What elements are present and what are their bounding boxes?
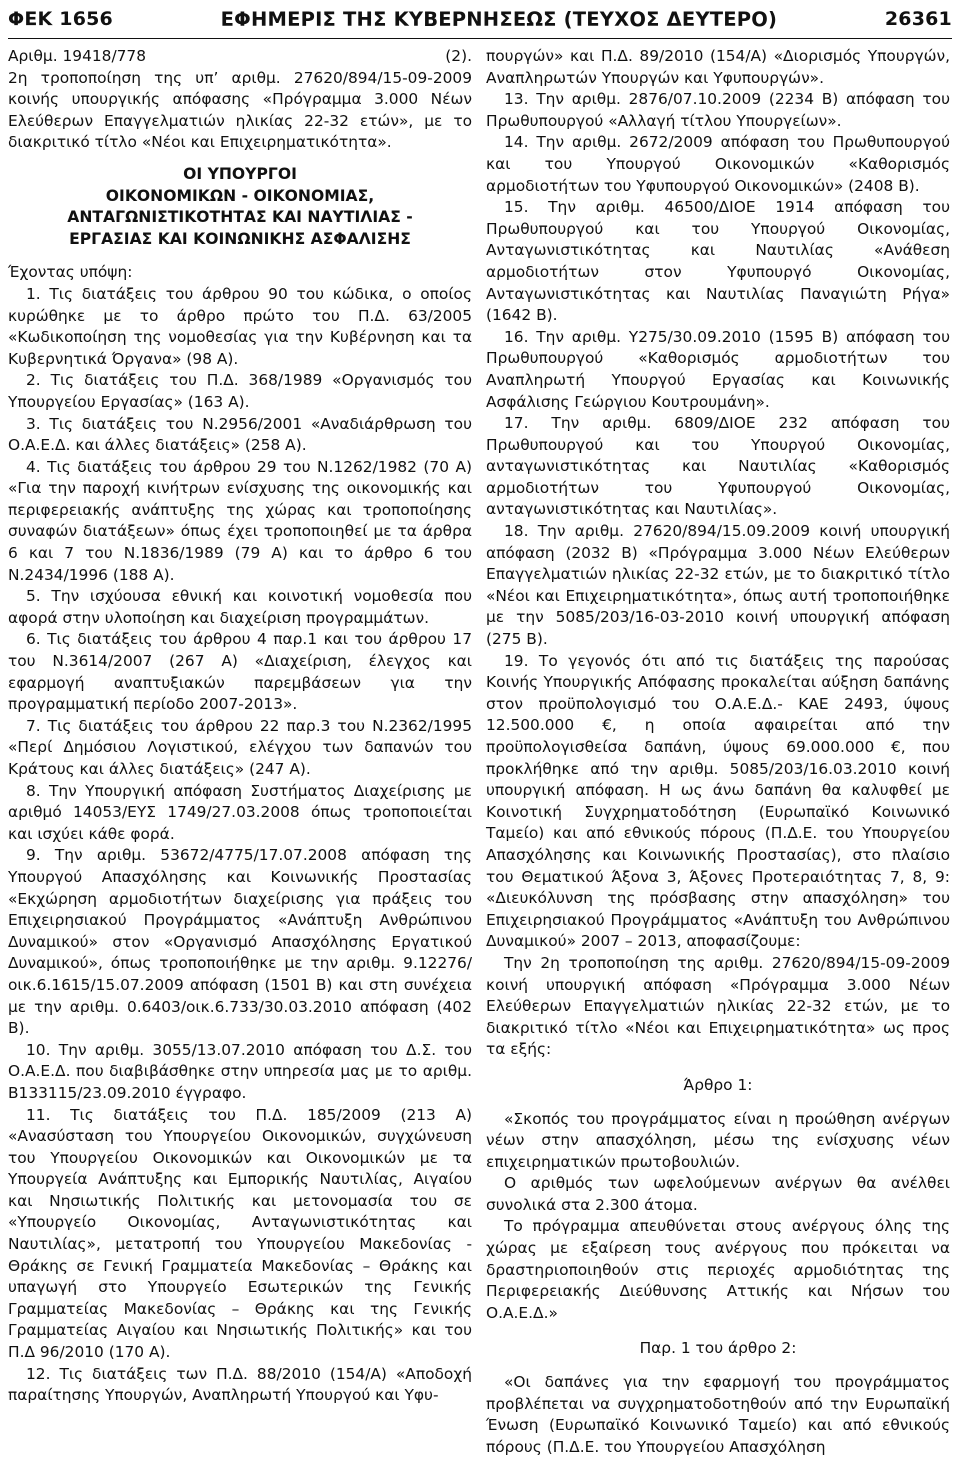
article-paragraph: Το πρόγραμμα απευθύνεται στους ανέργους όλης της χώρας με εξαίρεση τους ανέργους που πρόκειται να δραστηριοποιηθούν στις περιοχές αρμοδιότητας της Περιφερειακής Διεύθυνσης Αττικής και Νήσων του Ο.Α.Ε.Δ.» bbox=[486, 1217, 950, 1322]
considering-item: 4. Τις διατάξεις του άρθρου 29 του Ν.1262/1982 (70 Α) «Για την παροχή κινήτρων ενίσχυσης της οικονομικής και περιφερειακής ανάπτυξης της χώρας και τροποποίησης συναφών διατάξεων» όπως έχει τροποποιηθεί με τα άρθρα 6 και 7 του Ν.1836/1989 (79 Α) και το άρθρο 6 του Ν.2434/1996 (188 Α). bbox=[8, 457, 472, 584]
article-title: Άρθρο 1: bbox=[683, 1075, 753, 1094]
ministers-line: ΟΙ ΥΠΟΥΡΓΟΙ bbox=[183, 164, 297, 183]
considering-item: 10. Την αριθμ. 3055/13.07.2010 απόφαση του Δ.Σ. του Ο.Α.Ε.Δ. που διαβιβάσθηκε στην υπηρεσία μας με το αριθμ. Β133115/23.09.2010 έγγραφο. bbox=[8, 1040, 472, 1102]
considering-item: 3. Τις διατάξεις του Ν.2956/2001 «Αναδιάρθρωση του Ο.Α.Ε.Δ. και άλλες διατάξεις» (258 Α). bbox=[8, 414, 472, 455]
gazette-title: ΕΦΗΜΕΡΙΣ ΤΗΣ ΚΥΒΕΡΝΗΣΕΩΣ (ΤΕΥΧΟΣ ΔΕΥΤΕΡΟ) bbox=[220, 7, 778, 31]
considering-item: 19. Το γεγονός ότι από τις διατάξεις της παρούσας Κοινής Υπουργικής Απόφασης προκαλείται αύξηση δαπάνης στον προϋπολογισμό του Ο.Α.Ε.Δ.- ΚΑΕ 2493, ύψους 12.500.000 €, η οποία αφαιρείται από την προϋπολογισθείσα δαπάνη, ύψους 69.000.000 €, που προκλήθηκε από την αριθμ. 5085/203/16.03.2010 κοινή υπουργική απόφαση. Η ως άνω δαπάνη θα καλυφθεί με Κοινοτική Συγχρηματοδότηση (Ευρωπαϊκό Κοινωνικό Ταμείο) και από εθνικούς πόρους (Π.Δ.Ε. του Υπουργείου Απασχόλησης και Κοινωνικής Προστασίας), στο πλαίσιο του Θεματικού Άξονα 3, Άξονες Προτεραιότητας 7, 8, 9: «Διευκόλυνση της πρόσβασης στην απασχόληση» του Επιχειρησιακού Προγράμματος «Ανάπτυξη του Ανθρώπινου Δυναμικού» 2007 – 2013, αποφασίζουμε: bbox=[486, 651, 950, 951]
considering-item: 5. Την ισχύουσα εθνική και κοινοτική νομοθεσία που αφορά στην υλοποίηση και διαχείριση προγραμμάτων. bbox=[8, 587, 472, 627]
issue-number: ΦΕΚ 1656 bbox=[8, 8, 113, 30]
considering-item: πουργών» και Π.Δ. 89/2010 (154/Α) «Διορισμός Υπουργών, Αναπληρωτών Υπουργών και Υφυπουργών». bbox=[486, 47, 950, 87]
page-header bbox=[8, 0, 952, 39]
subsection-paragraph: «Οι δαπάνες για την εφαρμογή του προγράμματος προβλέπεται να συγχρηματοδοτηθούν από την Ευρωπαϊκή Ένωση (Ευρωπαϊκό Κοινωνικό Ταμείο) και από εθνικούς πόρους (Π.Δ.Ε. του Υπουργείου Απασχόληση bbox=[486, 1373, 950, 1456]
subsection-title: Παρ. 1 του άρθρο 2: bbox=[639, 1339, 797, 1358]
considering-item: 2. Τις διατάξεις του Π.Δ. 368/1989 «Οργανισμός του Υπουργείου Εργασίας» (163 Α). bbox=[8, 371, 472, 411]
considering-item: 8. Την Υπουργική απόφαση Συστήματος Διαχείρισης με αριθμό 14053/ΕΥΣ 1749/27.03.2008 όπως τροποποιείται και ισχύει κάθε φορά. bbox=[8, 781, 472, 843]
considering-item: 7. Τις διατάξεις του άρθρου 22 παρ.3 του Ν.2362/1995 «Περί Δημόσιου Λογιστικού, ελέγχου των δαπανών του Κράτους και άλλες διατάξεις» (247 Α). bbox=[8, 716, 472, 778]
considering-item: 18. Την αριθμ. 27620/894/15.09.2009 κοινή υπουργική απόφαση (2032 Β) «Πρόγραμμα 3.000 Νέων Ελεύθερων Επαγγελματιών ηλικίας 22-32 ετών, με το διακριτικό τίτλο «Νέοι και Επιχειρηματικότητα», όπως αυτή τροποποιήθηκε με την 5085/203/16-03-2010 κοινή υπουργική απόφαση (275 Β). bbox=[486, 522, 950, 649]
article-paragraph: «Σκοπός του προγράμματος είναι η προώθηση ανέργων νέων στην απασχόληση, μέσω της ενίσχυσης νέων επιχειρηματικών πρωτοβουλιών. bbox=[486, 1109, 950, 1171]
right-column bbox=[486, 46, 950, 1458]
decision-statement: Την 2η τροποποίηση της αριθμ. 27620/894/15-09-2009 κοινή υπουργική απόφαση «Πρόγραμμα 3.000 Νέων Ελεύθερων Επαγγελματιών ηλικίας 22-32 ετών, με το διακριτικό τίτλο «Νέοι και Επιχειρηματικότητα» ως προς τα εξής: bbox=[486, 953, 950, 1059]
considering-item: 15. Την αριθμ. 46500/ΔΙΟΕ 1914 απόφαση του Πρωθυπουργού και του Υπουργού Οικονομίας, Ανταγωνιστικότητας και Ναυτιλίας «Ανάθεση αρμοδιοτήτων στον Υφυπουργό Οικονομίας, Ανταγωνιστικότητας και Ναυτιλίας Παναγιώτη Ρήγα» (1642 Β). bbox=[486, 198, 950, 325]
considering-item: 12. Τις διατάξεις των Π.Δ. 88/2010 (154/Α) «Αποδοχή παραίτησης Υπουργών, Αναπληρωτή Υπουργού και Υφυ- bbox=[8, 1364, 472, 1405]
considering-item: 17. Την αριθμ. 6809/ΔΙΟΕ 232 απόφαση του Πρωθυπουργού και του Υπουργού Οικονομίας, ανταγωνιστικότητας και Ναυτιλίας «Καθορισμός αρμοδιοτήτων του Υφυπουργού Οικονομίας, ανταγωνιστικότητας και Ναυτιλίας». bbox=[486, 414, 950, 519]
considering-item: 14. Την αριθμ. 2672/2009 απόφαση του Πρωθυπουργού και του Υπουργού Οικονομικών «Καθορισμός αρμοδιοτήτων του Υφυπουργού Οικονομικών» (2408 Β). bbox=[486, 133, 950, 195]
decision-number-line bbox=[8, 46, 472, 68]
considering-item: 11. Τις διατάξεις του Π.Δ. 185/2009 (213 Α) «Ανασύσταση του Υπουργείου Οικονομικών, συγχώνευση του Υπουργείου Οικονομικών και Οικονομικών με τα Υπουργεία Ανάπτυξης και Εμπορικής Ναυτιλίας, Αιγαίου και Νησιωτικής Πολιτικής και μετονομασία του σε «Υπουργείο Οικονομίας, Ανταγωνιστικότητας και Ναυτιλίας», μετατροπή του Υπουργείου Μακεδονίας - Θράκης σε Γενική Γραμματεία Μακεδονίας – Θράκης και υπαγωγή στο Υπουργείο Εσωτερικών της Γενικής Γραμματείας Μακεδονίας – Θράκης και της Γενικής Γραμματείας Αιγαίου και Νησιωτικής Πολιτικής» και του Π.Δ 96/2010 (170 Α). bbox=[8, 1105, 472, 1362]
article-paragraph: Ο αριθμός των ωφελούμενων ανέργων θα ανέλθει συνολικά στα 2.300 άτομα. bbox=[486, 1174, 950, 1214]
page-number: 26361 bbox=[884, 8, 952, 30]
ministers-heading bbox=[8, 164, 472, 250]
considering-item: 16. Την αριθμ. Υ275/30.09.2010 (1595 Β) απόφαση του Πρωθυπουργού «Καθορισμός αρμοδιοτήτων του Αναπληρωτή Υπουργού Εργασίας και Κοινωνικής Ασφάλισης Γεώργιου Κουτρουμάνη». bbox=[486, 327, 950, 411]
considering-item: 6. Τις διατάξεις του άρθρου 4 παρ.1 και του άρθρου 17 του Ν.3614/2007 (267 Α) «Διαχείριση, έλεγχος και εφαρμογή αναπτυξιακών παρεμβάσεων για την προγραμματική περίοδο 2007-2013». bbox=[8, 630, 472, 714]
considering-label: Έχοντας υπόψη: bbox=[8, 263, 133, 282]
decision-intro: 2η τροποποίηση της υπ’ αριθμ. 27620/894/15-09-2009 κοινής υπουργικής απόφασης «Πρόγραμμα 3.000 Νέων Ελεύθερων Επαγγελματιών ηλικίας 22-32 ετών», με το διακριτικό τίτλο «Νέοι και Επιχειρηματικότητα». bbox=[8, 68, 472, 152]
considering-item: 13. Την αριθμ. 2876/07.10.2009 (2234 Β) απόφαση του Πρωθυπουργού «Αλλαγή τίτλου Υπουργείων». bbox=[486, 90, 950, 130]
decision-ref: (2). bbox=[445, 47, 472, 65]
decision-number: Αριθμ. 19418/778 bbox=[8, 47, 147, 65]
left-column bbox=[8, 46, 472, 1407]
considering-item: 9. Την αριθμ. 53672/4775/17.07.2008 απόφαση της Υπουργού Απασχόλησης και Κοινωνικής Προστασίας «Εκχώρηση αρμοδιοτήτων διαχείρισης για πράξεις του Επιχειρησιακού Προγράμματος «Ανάπτυξη Ανθρώπινου Δυναμικού» στον «Οργανισμό Απασχόλησης Εργατικού Δυναμικού», όπως τροποποιήθηκε με την αριθμ. 9.12276/οικ.6.1615/15.07.2009 απόφαση (1501 Β) και στη συνέχεια με την αριθμ. 0.6403/οικ.6.733/30.03.2010 απόφαση (402 Β). bbox=[8, 846, 472, 1038]
considering-item: 1. Τις διατάξεις του άρθρου 90 του κώδικα, ο οποίος κυρώθηκε με το άρθρο πρώτο του Π.Δ. 63/2005 «Κωδικοποίηση της νομοθεσίας για την Κυβέρνηση και τα Κυβερνητικά Όργανα» (98 Α). bbox=[8, 284, 472, 368]
ministers-line: ΕΡΓΑΣΙΑΣ ΚΑΙ ΚΟΙΝΩΝΙΚΗΣ ΑΣΦΑΛΙΣΗΣ bbox=[69, 229, 411, 248]
ministers-line: ΑΝΤΑΓΩΝΙΣΤΙΚΟΤΗΤΑΣ ΚΑΙ ΝΑΥΤΙΛΙΑΣ - bbox=[67, 208, 413, 227]
ministers-line: ΟΙΚΟΝΟΜΙΚΩΝ - ΟΙΚΟΝΟΜΙΑΣ, bbox=[105, 186, 375, 205]
